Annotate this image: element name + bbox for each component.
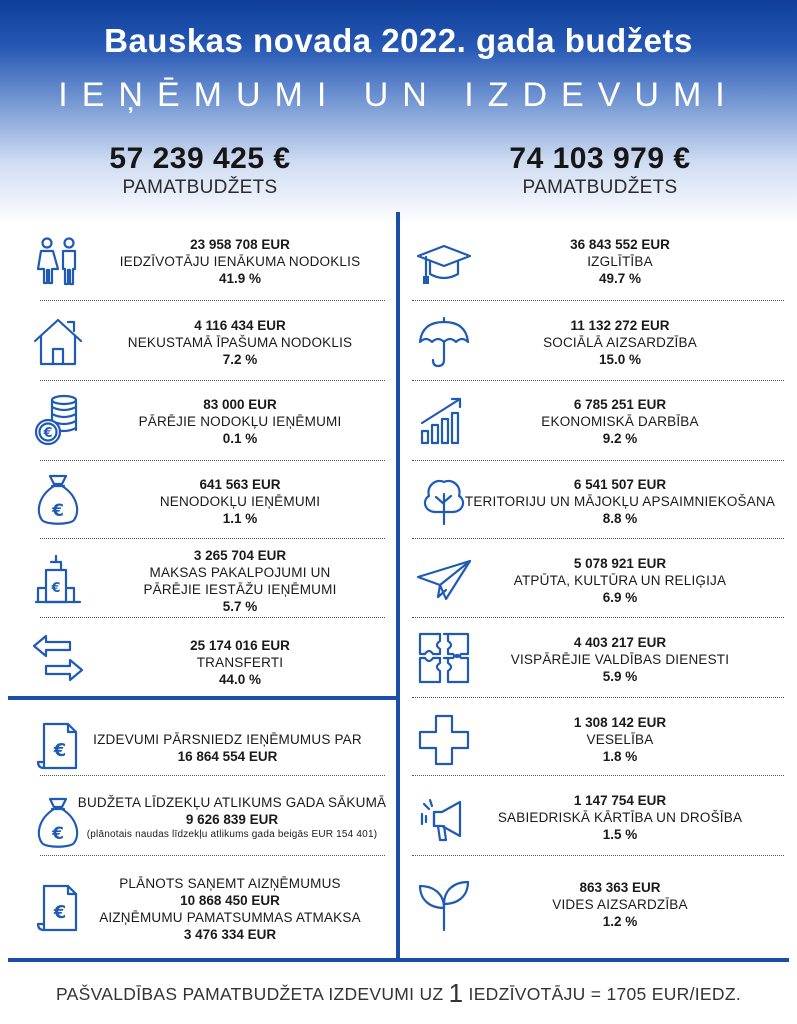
revenue-percent: 1.1 % <box>222 511 258 526</box>
svg-text:€: € <box>43 426 53 441</box>
expense-item <box>470 714 770 765</box>
expense-percent: 9.2 % <box>602 431 638 446</box>
footer-divider <box>8 958 789 962</box>
expense-item <box>470 555 770 606</box>
expense-name: IZGLĪTĪBA <box>587 254 653 269</box>
revenue-name: NENODOKĻU IEŅĒMUMI <box>159 494 321 509</box>
expense-item <box>470 792 770 843</box>
building-euro-icon <box>30 552 86 608</box>
revenue-percent: 0.1 % <box>222 431 258 446</box>
expense-name: EKONOMISKĀ DARBĪBA <box>541 414 699 429</box>
expense-percent: 5.9 % <box>602 669 638 684</box>
expense-amount: 5 078 921 EUR <box>573 556 667 571</box>
deficit-amount: 16 864 554 EUR <box>177 749 278 764</box>
revenue-percent: 44.0 % <box>218 672 262 687</box>
transfer-arrows-icon <box>30 630 86 686</box>
page-subtitle: IEŅĒMUMI UN IZDEVUMI <box>58 76 739 114</box>
expense-amount: 1 147 754 EUR <box>573 793 667 808</box>
revenue-item <box>95 547 385 615</box>
separator <box>412 460 784 461</box>
separator <box>40 300 385 301</box>
expense-name: TERITORIJU UN MĀJOKĻU APSAIMNIEKOŠANA <box>464 494 776 509</box>
revenue-amount: 3 265 704 EUR <box>193 548 287 563</box>
puzzle-icon <box>416 630 472 686</box>
footer-text-end: IEDZĪVOTĀJU = 1705 EUR/IEDZ. <box>468 984 741 1004</box>
expense-percent: 1.5 % <box>602 827 638 842</box>
revenue-section-divider <box>8 696 398 700</box>
separator <box>40 855 385 856</box>
paper-plane-icon <box>416 555 472 611</box>
revenue-item <box>95 396 385 447</box>
balance-summary <box>72 794 392 841</box>
revenue-name: PĀRĒJIE IESTĀŽU IEŅĒMUMI <box>143 582 337 597</box>
expense-amount: 11 132 272 EUR <box>570 318 670 333</box>
svg-text:€: € <box>53 902 67 923</box>
expense-percent: 8.8 % <box>602 511 638 526</box>
revenue-name: NEKUSTAMĀ ĪPAŠUMA NODOKLIS <box>127 335 353 350</box>
revenue-amount: 83 000 EUR <box>203 397 277 412</box>
revenue-item <box>95 236 385 287</box>
balance-amount: 9 626 839 EUR <box>185 812 279 827</box>
revenue-name: IEDZĪVOTĀJU IENĀKUMA NODOKLIS <box>119 254 361 269</box>
revenue-percent: 5.7 % <box>222 599 258 614</box>
separator <box>412 697 784 698</box>
growth-chart-icon <box>416 393 472 449</box>
deficit-label: IZDEVUMI PĀRSNIEDZ IEŅĒMUMUS PAR <box>93 732 362 747</box>
sprout-icon <box>416 878 472 934</box>
expense-amount: 4 403 217 EUR <box>573 635 667 650</box>
balance-note: (plānotais naudas līdzekļu atlikums gada beigās EUR 154 401) <box>86 829 378 840</box>
expense-amount: 6 785 251 EUR <box>573 397 667 412</box>
expense-amount: 1 308 142 EUR <box>573 715 667 730</box>
column-divider <box>396 212 400 960</box>
revenue-percent: 41.9 % <box>218 271 262 286</box>
expense-item <box>470 396 770 447</box>
expense-total-label: PAMATBUDŽETS <box>522 177 678 198</box>
house-icon <box>30 314 86 370</box>
expense-percent: 1.8 % <box>602 749 638 764</box>
separator <box>40 380 385 381</box>
revenue-total-amount: 57 239 425 € <box>109 142 291 175</box>
separator <box>40 460 385 461</box>
revenue-name: PĀRĒJIE NODOKĻU IEŅĒMUMI <box>138 414 342 429</box>
expense-percent: 1.2 % <box>602 914 638 929</box>
expense-name: SABIEDRISKĀ KĀRTĪBA UN DROŠĪBA <box>497 810 743 825</box>
revenue-amount: 25 174 016 EUR <box>190 638 290 653</box>
revenue-item <box>95 637 385 688</box>
revenue-item <box>95 317 385 368</box>
loans-label: PLĀNOTS SAŅEMT AIZŅĒMUMUS <box>119 876 341 891</box>
revenue-amount: 23 958 708 EUR <box>190 237 290 252</box>
umbrella-icon <box>416 314 472 370</box>
expense-name: SOCIĀLĀ AIZSARDZĪBA <box>543 335 697 350</box>
svg-text:€: € <box>51 581 61 596</box>
expense-percent: 49.7 % <box>598 271 642 286</box>
expense-item <box>470 634 770 685</box>
document-euro-icon <box>30 880 86 936</box>
expense-total <box>435 142 765 199</box>
expense-amount: 863 363 EUR <box>579 880 661 895</box>
megaphone-icon <box>416 792 472 848</box>
expense-percent: 6.9 % <box>602 590 638 605</box>
separator <box>40 538 385 539</box>
revenue-item <box>95 476 385 527</box>
expense-item <box>470 236 770 287</box>
separator <box>40 617 385 618</box>
loans-amount: 10 868 450 EUR <box>180 893 280 908</box>
separator <box>412 775 784 776</box>
revenue-name: MAKSAS PAKALPOJUMI UN <box>149 565 331 580</box>
expense-name: VESELĪBA <box>586 732 654 747</box>
repayment-label: AIZŅĒMUMU PAMATSUMMAS ATMAKSA <box>99 910 361 925</box>
revenue-percent: 7.2 % <box>222 352 258 367</box>
people-icon <box>30 233 86 289</box>
expense-item <box>470 317 770 368</box>
expense-total-amount: 74 103 979 € <box>509 142 691 175</box>
medical-cross-icon <box>416 712 472 768</box>
separator <box>412 538 784 539</box>
revenue-name: TRANSFERTI <box>196 655 284 670</box>
revenue-amount: 4 116 434 EUR <box>194 318 286 333</box>
expense-item <box>470 879 770 930</box>
expense-name: VIDES AIZSARDZĪBA <box>552 897 688 912</box>
svg-text:€: € <box>53 740 67 761</box>
revenue-amount: 641 563 EUR <box>199 477 281 492</box>
separator <box>412 617 784 618</box>
document-euro-icon <box>30 718 86 774</box>
page-title: Bauskas novada 2022. gada budžets <box>104 22 693 59</box>
footer-text-start: PAŠVALDĪBAS PAMATBUDŽETA IZDEVUMI UZ <box>56 984 444 1004</box>
separator <box>412 855 784 856</box>
svg-text:€: € <box>52 501 64 521</box>
revenue-total-label: PAMATBUDŽETS <box>122 177 278 198</box>
expense-name: ATPŪTA, KULTŪRA UN RELIĢIJA <box>513 573 727 588</box>
loans-summary <box>85 875 375 943</box>
repayment-amount: 3 476 334 EUR <box>183 927 277 942</box>
separator <box>412 380 784 381</box>
expense-amount: 6 541 507 EUR <box>573 477 667 492</box>
balance-label: BUDŽETA LĪDZEKĻU ATLIKUMS GADA SĀKUMĀ <box>77 795 387 810</box>
expense-item <box>455 476 785 527</box>
coins-euro-icon <box>30 392 86 448</box>
svg-text:€: € <box>52 824 64 844</box>
footer-number: 1 <box>448 978 464 1008</box>
revenue-total <box>35 142 365 199</box>
expense-amount: 36 843 552 EUR <box>570 237 670 252</box>
deficit-summary <box>90 731 365 765</box>
money-bag-euro-icon <box>30 472 86 528</box>
graduation-cap-icon <box>416 236 472 292</box>
per-capita-footer <box>0 978 797 1009</box>
expense-percent: 15.0 % <box>598 352 642 367</box>
expense-name: VISPĀRĒJIE VALDĪBAS DIENESTI <box>510 652 730 667</box>
separator <box>412 300 784 301</box>
separator <box>40 775 385 776</box>
